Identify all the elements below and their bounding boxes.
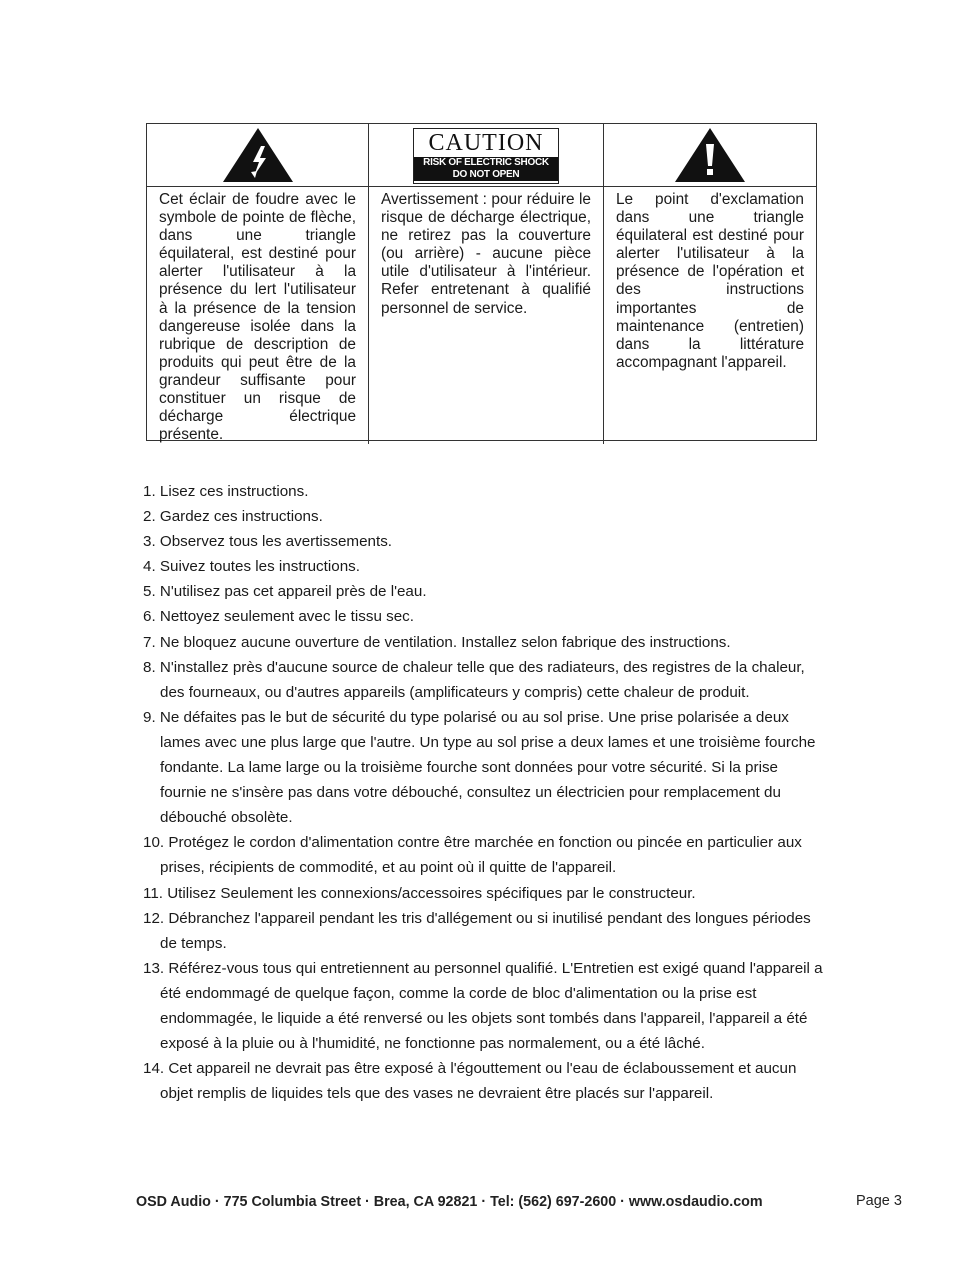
- lightning-icon-cell: [147, 124, 368, 187]
- instruction-item: 2. Gardez ces instructions.: [143, 508, 323, 526]
- safety-instructions-list: [143, 479, 823, 1106]
- page-number: Page 3: [856, 1193, 902, 1209]
- exclamation-description: Le point d'exclamation dans une triangle équilateral est destiné pour alerter l'utilisateur à la présence de l'opération et des instructions importantes de maintenance (entretien) dans la littérature accompagnant l'appareil.: [616, 191, 804, 371]
- exclamation-column: [604, 124, 816, 444]
- instruction-item: 4. Suivez toutes les instructions.: [143, 558, 360, 576]
- lightning-column: [147, 124, 369, 444]
- lightning-triangle-icon: [221, 126, 295, 184]
- caution-symbols-table: [146, 123, 817, 444]
- caution-word: CAUTION: [428, 130, 544, 156]
- caution-label: [413, 128, 559, 184]
- exclamation-icon-cell: [604, 124, 816, 187]
- caution-do-not-open-line: DO NOT OPEN: [414, 169, 558, 181]
- instruction-item: 7. Ne bloquez aucune ouverture de ventilation. Installez selon fabrique des instructions.: [143, 633, 731, 651]
- instruction-item: 5. N'utilisez pas cet appareil près de l'eau.: [143, 583, 427, 601]
- caution-label-cell: [369, 124, 603, 187]
- caution-description: Avertissement : pour réduire le risque de décharge électrique, ne retirez pas la couverture (ou arrière) - aucune pièce utile d'utilisateur à l'intérieur. Refer entretenant à qualifié personnel de service.: [381, 191, 591, 317]
- caution-risk-line: RISK OF ELECTRIC SHOCK: [414, 157, 558, 169]
- instruction-item: 14. Cet appareil ne devrait pas être exposé à l'égouttement ou l'eau de éclaboussement et aucun objet remplis de liquides tels que des vases ne devraient être placés sur l'appareil.: [143, 1060, 797, 1103]
- caution-column: [369, 124, 604, 444]
- instruction-item: 8. N'installez près d'aucune source de chaleur telle que des radiateurs, des registres de la chaleur, des fourneaux, ou d'autres appareils (amplificateurs y compris) cette chaleur de produit.: [143, 658, 805, 701]
- instruction-item: 13. Référez-vous tous qui entretiennent au personnel qualifié. L'Entretien est exigé quand l'appareil a été endommagé de quelque façon, comme la corde de bloc d'alimentation ou la prise est endommagée, le liquide a été renversé ou les objets sont tombés dans l'appareil, l'appareil a été exposé à la pluie ou à l'humidité, ne fonctionne pas normalement, ou a été lâché.: [143, 959, 823, 1053]
- instruction-item: 11. Utilisez Seulement les connexions/accessoires spécifiques par le constructeur.: [143, 884, 696, 902]
- instruction-item: 3. Observez tous les avertissements.: [143, 533, 393, 551]
- exclamation-triangle-icon: [673, 126, 747, 184]
- footer-contact: OSD Audio · 775 Columbia Street · Brea, CA 92821 · Tel: (562) 697-2600 · www.osdaudio.com: [136, 1194, 763, 1210]
- instruction-item: 9. Ne défaites pas le but de sécurité du type polarisé ou au sol prise. Une prise polarisée a deux lames avec une plus large que l'autre. Un type au sol prise a deux lames et une troisième fourche fondante. La lame large ou la troisième fourche sont données pour votre sécurité. Si la prise fournie ne s'insère pas dans votre débouché, consultez un électricien pour remplacement du débouché obsolète.: [143, 708, 816, 827]
- instruction-item: 6. Nettoyez seulement avec le tissu sec.: [143, 608, 414, 626]
- instruction-item: 12. Débranchez l'appareil pendant les tris d'allégement ou si inutilisé pendant des longues périodes de temps.: [143, 909, 811, 952]
- lightning-description: Cet éclair de foudre avec le symbole de pointe de flèche, dans une triangle équilateral, est destiné pour alerter l'utilisateur à la présence du lert l'utilisateur à la présence de la tension dangereuse isolée dans la rubrique de description de produits qui peut être de la grandeur suffisante pour constituer un risque de décharge électrique présente.: [159, 191, 356, 444]
- instruction-item: 10. Protégez le cordon d'alimentation contre être marchée en fonction ou pincée en particulier aux prises, récipients de commodité, et au point où il quitte de l'appareil.: [143, 834, 802, 877]
- instruction-item: 1. Lisez ces instructions.: [143, 483, 309, 500]
